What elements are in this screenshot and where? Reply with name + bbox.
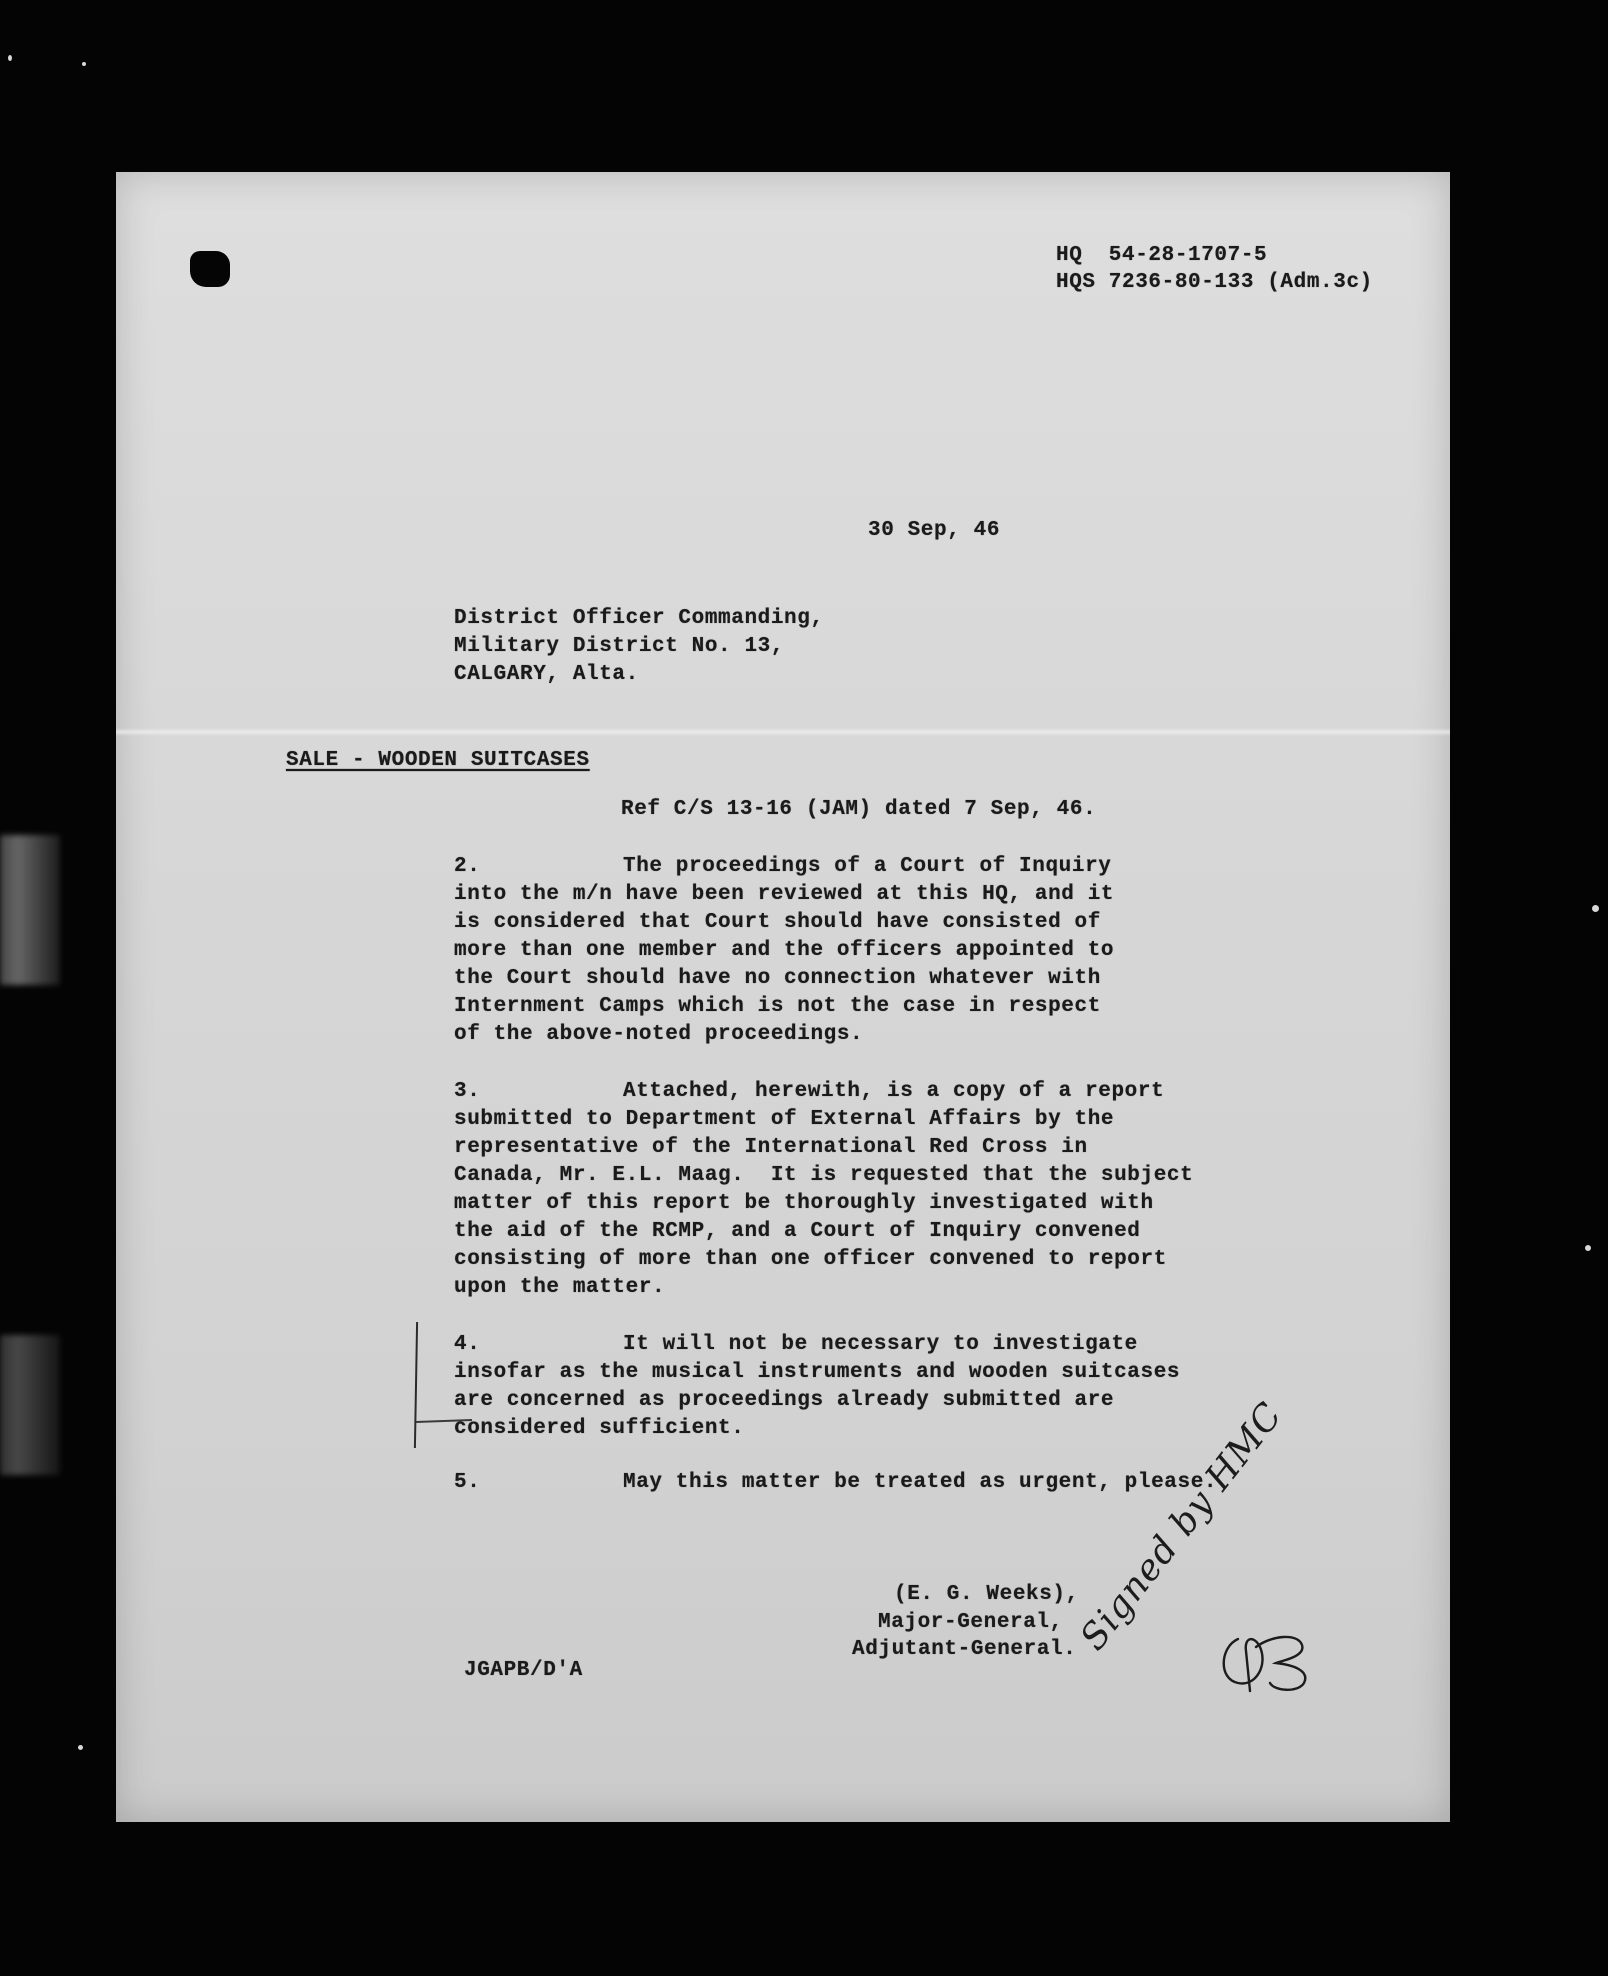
paragraph-line: matter of this report be thoroughly investigated with — [454, 1192, 1154, 1215]
reference-code: HQ 54-28-1707-5 — [1056, 244, 1268, 267]
paragraph-line: May this matter be treated as urgent, please. — [623, 1471, 1218, 1494]
document-page — [116, 172, 1450, 1822]
paragraph-line: The proceedings of a Court of Inquiry — [623, 855, 1112, 878]
signatory-name: (E. G. Weeks), — [894, 1583, 1079, 1606]
handwritten-annotation — [1072, 1394, 1351, 1707]
addressee-line: Military District No. 13, — [454, 635, 785, 658]
paragraph-line: Internment Camps which is not the case in respect — [454, 995, 1101, 1018]
film-edge-artifact — [0, 1335, 60, 1475]
paragraph-line: insofar as the musical instruments and wooden suitcases — [454, 1361, 1181, 1384]
letter-date: 30 Sep, 46 — [868, 519, 1001, 542]
paragraph-line: considered sufficient. — [454, 1417, 745, 1440]
paragraph-number: 5. — [454, 1471, 481, 1494]
punch-hole — [190, 251, 230, 287]
paragraph-line: Canada, Mr. E.L. Maag. It is requested that the subject — [454, 1164, 1194, 1187]
paragraph-line: more than one member and the officers appointed to — [454, 939, 1115, 962]
paper-crease — [116, 728, 1450, 736]
dust-speck — [82, 62, 86, 66]
margin-mark — [414, 1322, 418, 1448]
handwritten-note: Signed by HMC — [1072, 1394, 1291, 1658]
paragraph-line: are concerned as proceedings already submitted are — [454, 1389, 1115, 1412]
dust-speck — [78, 1745, 83, 1750]
dust-speck — [1585, 1245, 1591, 1251]
paragraph-line: submitted to Department of External Affairs by the — [454, 1108, 1115, 1131]
paragraph-line: the aid of the RCMP, and a Court of Inquiry convened — [454, 1220, 1141, 1243]
dust-speck — [8, 55, 12, 61]
signatory-title: Adjutant-General. — [852, 1638, 1077, 1661]
paragraph-line: of the above-noted proceedings. — [454, 1023, 864, 1046]
film-edge-artifact — [0, 835, 60, 985]
paragraph-line: Attached, herewith, is a copy of a report — [623, 1080, 1165, 1103]
paragraph-number: 4. — [454, 1333, 481, 1356]
addressee-line: CALGARY, Alta. — [454, 663, 639, 686]
addressee-line: District Officer Commanding, — [454, 607, 824, 630]
paragraph-line: the Court should have no connection whatever with — [454, 967, 1101, 990]
paragraph-line: upon the matter. — [454, 1276, 666, 1299]
paragraph-number: 3. — [454, 1080, 481, 1103]
file-reference: JGAPB/D'A — [464, 1659, 583, 1682]
paragraph-line: is considered that Court should have consisted of — [454, 911, 1101, 934]
paragraph-line: consisting of more than one officer convened to report — [454, 1248, 1167, 1271]
reference-line: Ref C/S 13-16 (JAM) dated 7 Sep, 46. — [621, 798, 1097, 821]
paragraph-line: It will not be necessary to investigate — [623, 1333, 1138, 1356]
subject-heading: SALE - WOODEN SUITCASES — [286, 749, 590, 772]
paragraph-number: 2. — [454, 855, 481, 878]
signatory-rank: Major-General, — [878, 1611, 1063, 1634]
paragraph-line: into the m/n have been reviewed at this HQ, and it — [454, 883, 1115, 906]
dust-speck — [1592, 905, 1599, 912]
paragraph-line: representative of the International Red Cross in — [454, 1136, 1088, 1159]
handwritten-initials — [1216, 1617, 1326, 1697]
reference-code: HQS 7236-80-133 (Adm.3c) — [1056, 271, 1373, 294]
